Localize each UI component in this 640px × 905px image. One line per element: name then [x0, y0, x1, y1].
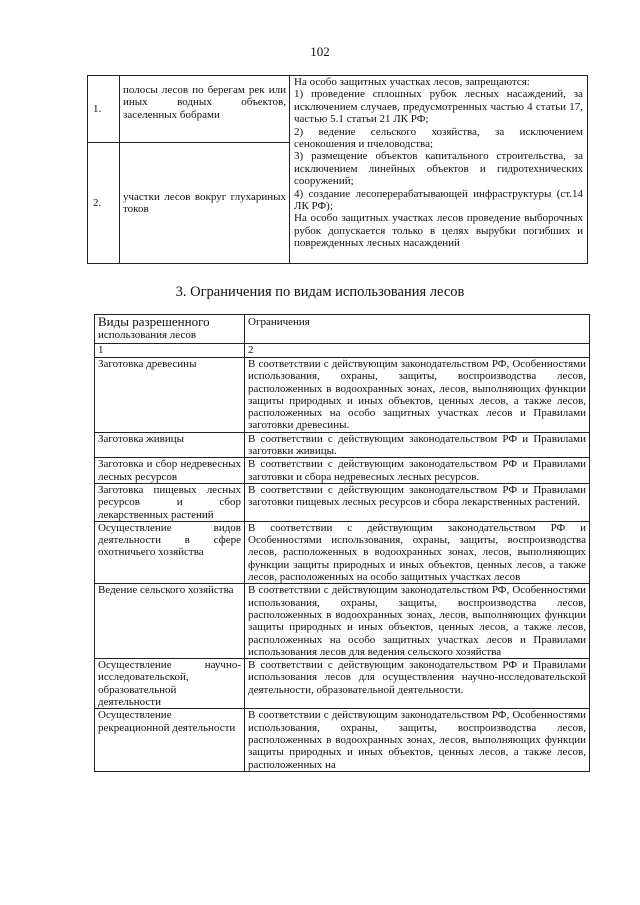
table-row — [95, 659, 590, 709]
use-kind-cell: Ведение сельского хозяйства — [95, 584, 245, 659]
restrictions-intro: На особо защитных участках лесов, запрещаются: — [294, 76, 530, 88]
table-row — [95, 521, 590, 583]
section-title: 3. Ограничения по видам использования лесов — [175, 284, 465, 300]
restriction-cell: В соответствии с действующим законодательством РФ и Особенностями использования, охраны, защиты, воспроизводства лесов, расположенных в водоохранных зонах, лесов, выполняющих функции защиты природных и иных объектов, ценных лесов, а также лесов, расположенных на особо защитных участках лесов — [245, 521, 590, 583]
index-col1: 1 — [95, 344, 245, 358]
table-header-row — [95, 315, 590, 344]
use-kind-cell: Осуществление рекреационной деятельности — [95, 709, 245, 771]
table-row — [95, 709, 590, 771]
restrictions-cell — [290, 76, 588, 264]
table-row — [95, 483, 590, 521]
forest-use-restrictions-table — [94, 314, 590, 772]
use-kind-cell: Осуществление видов деятельности в сфере охотничьего хозяйства — [95, 521, 245, 583]
restriction-cell: В соответствии с действующим законодательством РФ, Особенностями использования, охраны, защиты, воспроизводства лесов, расположенных в водоохранных зонах, лесов, выполняющих функции защиты природных и иных объектов, ценных лесов, а также лесов, расположенных на особо защитных участках лесов и Правилами заготовки древесины. — [245, 358, 590, 433]
restriction-item: 3) размещение объектов капитального строительства, за исключением линейных объектов и гидротехнических сооружений; — [294, 150, 583, 188]
table-row — [95, 458, 590, 484]
restriction-cell: В соответствии с действующим законодательством РФ и Правилами заготовки живицы. — [245, 432, 590, 458]
restriction-cell: В соответствии с действующим законодательством РФ и Правилами заготовки и сбора недревесных лесных ресурсов. — [245, 458, 590, 484]
row-number: 2. — [88, 143, 120, 264]
table-row — [95, 584, 590, 659]
header-col1-line2: использования лесов — [98, 329, 197, 341]
restrictions-note: На особо защитных участках лесов проведение выборочных рубок допускается только в целях вырубки погибших и поврежденных лесных насаждений — [294, 212, 583, 250]
page-number: 102 — [310, 44, 330, 59]
table-row — [95, 432, 590, 458]
use-kind-cell: Заготовка живицы — [95, 432, 245, 458]
restriction-cell: В соответствии с действующим законодательством РФ, Особенностями использования, охраны, защиты, воспроизводства лесов, расположенных в водоохранных зонах, лесов, выполняющих функции защиты природных и иных объектов, ценных лесов, а также лесов, расположенных на — [245, 709, 590, 771]
table-row — [95, 358, 590, 433]
restriction-cell: В соответствии с действующим законодательством РФ, Особенностями использования, охраны, защиты, воспроизводства лесов, расположенных в водоохранных зонах, лесов, выполняющих функции защиты природных и иных объектов, ценных лесов, а также лесов, расположенных на особо защитных участках лесов и Правилами использования лесов для ведения сельского хозяйства — [245, 584, 590, 659]
table-index-row — [95, 344, 590, 358]
header-restrictions: Ограничения — [245, 315, 590, 344]
row-number: 1. — [88, 76, 120, 143]
index-col2: 2 — [245, 344, 590, 358]
protective-areas-table — [87, 75, 588, 264]
header-col1-line1: Виды разрешенного — [98, 314, 210, 329]
restriction-item: 1) проведение сплошных рубок лесных насаждений, за исключением случаев, предусмотренных частью 4 статьи 17, частью 5.1 статьи 21 ЛК РФ; — [294, 88, 583, 126]
use-kind-cell: Заготовка пищевых лесных ресурсов и сбор лекарственных растений — [95, 483, 245, 521]
header-forest-use-kinds — [95, 315, 245, 344]
restriction-cell: В соответствии с действующим законодательством РФ и Правилами использования лесов для осуществления научно-исследовательской деятельности, образовательной деятельности. — [245, 659, 590, 709]
restriction-cell: В соответствии с действующим законодательством РФ и Правилами заготовки пищевых лесных ресурсов и сбора лекарственных растений. — [245, 483, 590, 521]
use-kind-cell: Заготовка древесины — [95, 358, 245, 433]
table-row — [88, 76, 588, 143]
restriction-item: 4) создание лесоперерабатывающей инфраструктуры (ст.14 ЛК РФ); — [294, 187, 583, 213]
object-cell: участки лесов вокруг глухариных токов — [120, 143, 290, 264]
use-kind-cell: Осуществление научно-исследовательской, образовательной деятельности — [95, 659, 245, 709]
restriction-item: 2) ведение сельского хозяйства, за исключением сенокошения и пчеловодства; — [294, 125, 583, 151]
use-kind-cell: Заготовка и сбор недревесных лесных ресурсов — [95, 458, 245, 484]
object-cell: полосы лесов по берегам рек или иных водных объектов, заселенных бобрами — [120, 76, 290, 143]
